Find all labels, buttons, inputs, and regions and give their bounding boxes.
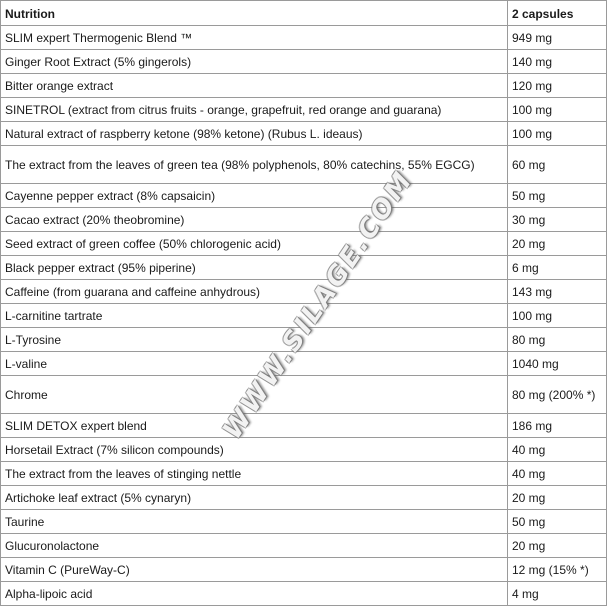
header-nutrition: Nutrition [1,1,508,26]
ingredient-amount: 20 mg [508,534,607,558]
watermark: WWW.SILAGE.COM [217,165,420,445]
table-row [1,232,607,256]
table-row [1,534,607,558]
ingredient-name: Natural extract of raspberry ketone (98% ketone) (Rubus L. ideaus) [1,122,508,146]
ingredient-name: Ginger Root Extract (5% gingerols) [1,50,508,74]
table-row [1,74,607,98]
ingredient-name: Artichoke leaf extract (5% cynaryn) [1,486,508,510]
table-row [1,462,607,486]
ingredient-name: Cayenne pepper extract (8% capsaicin) [1,184,508,208]
ingredient-amount: 100 mg [508,122,607,146]
ingredient-amount: 20 mg [508,486,607,510]
table-row [1,304,607,328]
table-row [1,486,607,510]
ingredient-name: Vitamin C (PureWay-C) [1,558,508,582]
table-row [1,208,607,232]
header-amount: 2 capsules [508,1,607,26]
ingredient-amount: 40 mg [508,462,607,486]
ingredient-name: Black pepper extract (95% piperine) [1,256,508,280]
ingredient-name: L-Tyrosine [1,328,508,352]
ingredient-name: Horsetail Extract (7% silicon compounds) [1,438,508,462]
table-row [1,376,607,414]
ingredient-amount: 949 mg [508,26,607,50]
ingredient-name: The extract from the leaves of green tea (98% polyphenols, 80% catechins, 55% EGCG) [1,146,508,184]
table-row [1,438,607,462]
table-row [1,122,607,146]
ingredient-amount: 12 mg (15% *) [508,558,607,582]
ingredient-amount: 143 mg [508,280,607,304]
ingredient-name: Bitter orange extract [1,74,508,98]
ingredient-name: Glucuronolactone [1,534,508,558]
ingredient-name: Cacao extract (20% theobromine) [1,208,508,232]
table-row [1,50,607,74]
ingredient-amount: 80 mg [508,328,607,352]
ingredient-amount: 40 mg [508,438,607,462]
ingredient-amount: 30 mg [508,208,607,232]
table-row [1,184,607,208]
ingredient-name: SLIM expert Thermogenic Blend ™ [1,26,508,50]
ingredient-amount: 120 mg [508,74,607,98]
ingredient-amount: 6 mg [508,256,607,280]
ingredient-name: L-carnitine tartrate [1,304,508,328]
table-row [1,558,607,582]
ingredient-amount: 50 mg [508,184,607,208]
ingredient-name: Chrome [1,376,508,414]
table-row [1,582,607,606]
table-row [1,26,607,50]
table-row [1,352,607,376]
ingredient-amount: 140 mg [508,50,607,74]
ingredient-amount: 100 mg [508,98,607,122]
table-row [1,98,607,122]
ingredient-name: Alpha-lipoic acid [1,582,508,606]
table-row [1,414,607,438]
ingredient-amount: 20 mg [508,232,607,256]
ingredient-amount: 1040 mg [508,352,607,376]
ingredient-name: Taurine [1,510,508,534]
ingredient-name: L-valine [1,352,508,376]
ingredient-amount: 60 mg [508,146,607,184]
table-header-row [1,1,607,26]
ingredient-name: SINETROL (extract from citrus fruits - orange, grapefruit, red orange and guarana) [1,98,508,122]
ingredient-name: The extract from the leaves of stinging nettle [1,462,508,486]
ingredient-name: SLIM DETOX expert blend [1,414,508,438]
table-row [1,146,607,184]
ingredient-amount: 4 mg [508,582,607,606]
ingredient-name: Caffeine (from guarana and caffeine anhydrous) [1,280,508,304]
table-row [1,280,607,304]
ingredient-amount: 80 mg (200% *) [508,376,607,414]
table-row [1,328,607,352]
ingredient-amount: 186 mg [508,414,607,438]
table-row [1,256,607,280]
ingredient-name: Seed extract of green coffee (50% chlorogenic acid) [1,232,508,256]
table-row [1,510,607,534]
ingredient-amount: 50 mg [508,510,607,534]
ingredient-amount: 100 mg [508,304,607,328]
